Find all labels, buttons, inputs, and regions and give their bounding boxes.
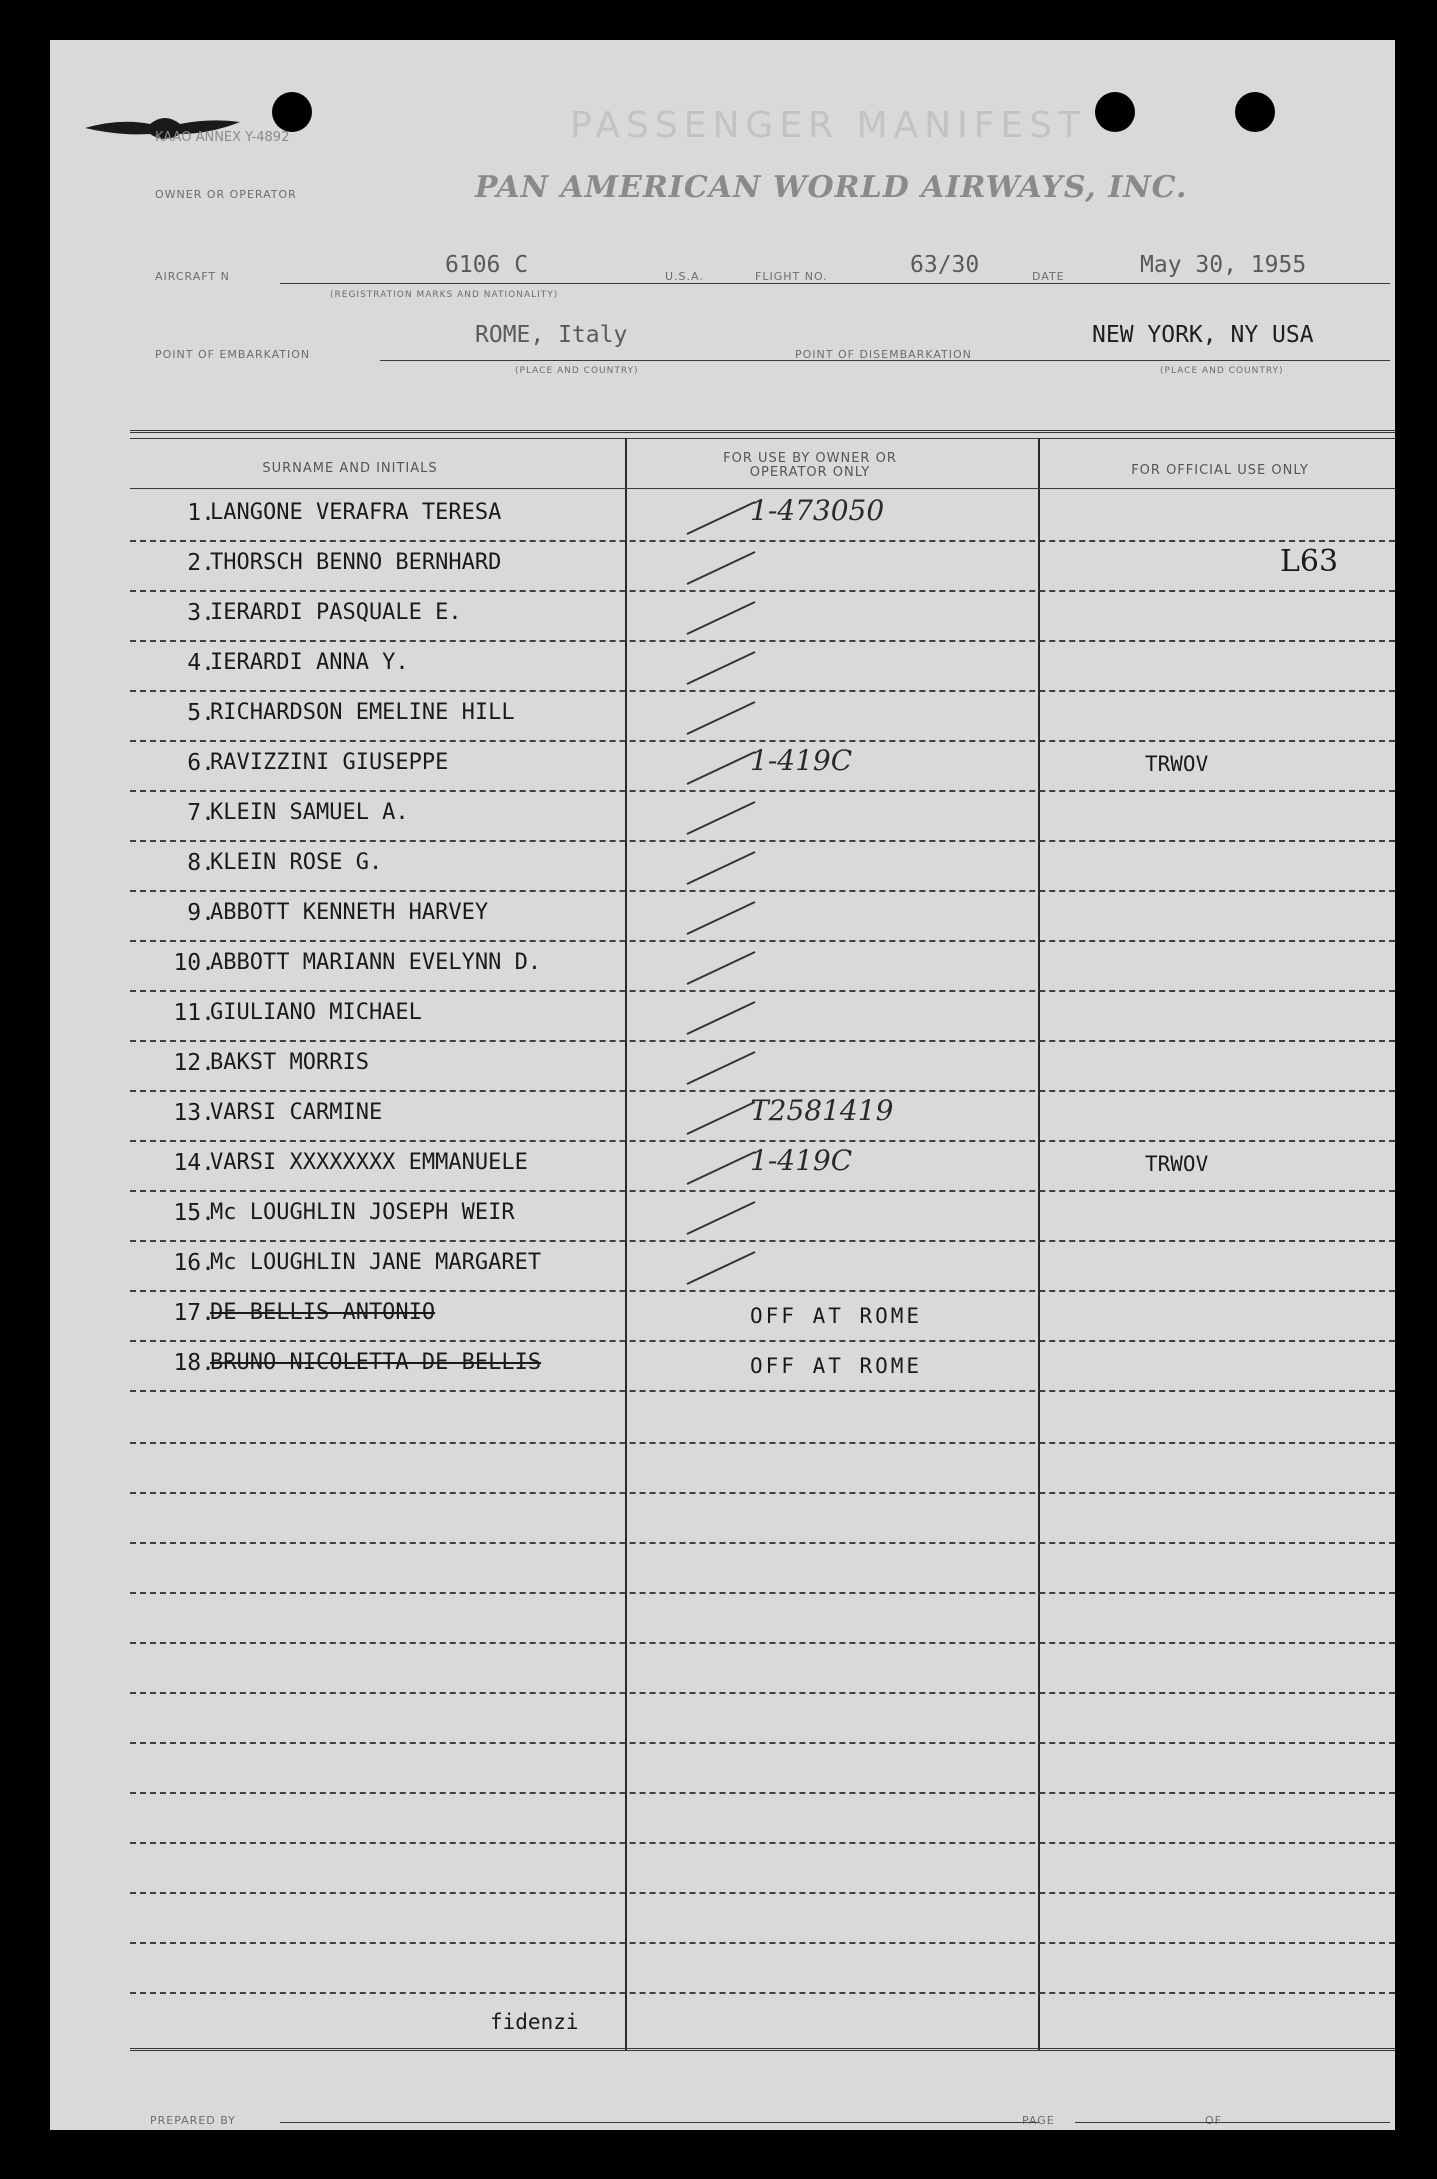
passenger-row	[130, 592, 1395, 642]
flight-date: May 30, 1955	[1140, 252, 1307, 278]
row-number: 7.	[187, 800, 215, 826]
passenger-name: RICHARDSON EMELINE HILL	[210, 700, 515, 725]
row-number: 5.	[187, 700, 215, 726]
form-title: PASSENGER MANIFEST	[570, 105, 1087, 146]
row-number: 6.	[187, 750, 215, 776]
of-label: OF	[1205, 2114, 1222, 2127]
passenger-row	[130, 992, 1395, 1042]
aircraft-sublabel: (REGISTRATION MARKS AND NATIONALITY)	[330, 290, 559, 300]
passenger-row	[130, 942, 1395, 992]
table-top-rule	[130, 430, 1395, 433]
off-note: OFF AT ROME	[750, 1354, 923, 1378]
blank-row-rule	[130, 1442, 1395, 1444]
passenger-row	[130, 1192, 1395, 1242]
aircraft-number: 6106 C	[445, 252, 529, 278]
column-header-name: SURNAME AND INITIALS	[262, 461, 438, 476]
blank-row-rule	[130, 1892, 1395, 1894]
passenger-row	[130, 1292, 1395, 1342]
passenger-row	[130, 1042, 1395, 1092]
passenger-row	[130, 742, 1395, 792]
disembark-sublabel: (PLACE AND COUNTRY)	[1160, 366, 1284, 376]
blank-row-rule	[130, 1542, 1395, 1544]
passenger-name: DE BELLIS ANTONIO	[210, 1300, 436, 1325]
blank-row-rule	[130, 1592, 1395, 1594]
check-mark	[685, 894, 765, 939]
usa-label: U.S.A.	[665, 270, 704, 283]
page-label: PAGE	[1022, 2114, 1055, 2127]
blank-row-rule	[130, 1742, 1395, 1744]
passenger-name: THORSCH BENNO BERNHARD	[210, 550, 502, 575]
passenger-row	[130, 1092, 1395, 1142]
passenger-row	[130, 642, 1395, 692]
row-number: 18.	[173, 1350, 215, 1376]
blank-row-rule	[130, 1642, 1395, 1644]
blank-row-rule	[130, 1692, 1395, 1694]
owner-label: OWNER OR OPERATOR	[155, 188, 297, 201]
check-mark	[685, 994, 765, 1039]
passenger-row	[130, 492, 1395, 542]
passenger-name: VARSI XXXXXXXX EMMANUELE	[210, 1150, 528, 1175]
row-number: 8.	[187, 850, 215, 876]
blank-row-rule	[130, 1792, 1395, 1794]
check-mark	[685, 1044, 765, 1089]
passenger-name: RAVIZZINI GIUSEPPE	[210, 750, 449, 775]
check-mark	[685, 644, 765, 689]
prepared-by-value: fidenzi	[490, 2010, 579, 2034]
passenger-row	[130, 1142, 1395, 1192]
passenger-name: LANGONE VERAFRA TERESA	[210, 500, 502, 525]
blank-row-rule	[130, 1842, 1395, 1844]
check-mark	[685, 594, 765, 639]
row-number: 2.	[187, 550, 215, 576]
row-number: 17.	[173, 1300, 215, 1326]
passenger-row	[130, 542, 1395, 592]
row-number: 13.	[173, 1100, 215, 1126]
row-number: 11.	[173, 1000, 215, 1026]
disembark-label: POINT OF DISEMBARKATION	[795, 348, 972, 361]
header-rule	[130, 488, 1395, 489]
passenger-row	[130, 792, 1395, 842]
row-number: 10.	[173, 950, 215, 976]
embark-label: POINT OF EMBARKATION	[155, 348, 311, 361]
check-mark	[685, 1194, 765, 1239]
row-number: 15.	[173, 1200, 215, 1226]
passenger-row	[130, 1242, 1395, 1292]
embark-place: ROME, Italy	[475, 322, 628, 348]
row-number: 4.	[187, 650, 215, 676]
manifest-page	[50, 40, 1395, 2130]
blank-row-rule	[130, 1992, 1395, 1994]
official-note: TRWOV	[1145, 752, 1209, 776]
row-rule	[130, 1390, 1395, 1392]
embark-sublabel: (PLACE AND COUNTRY)	[515, 366, 639, 376]
check-mark	[685, 844, 765, 889]
prepared-line	[280, 2122, 1040, 2123]
ticket-number: T2581419	[750, 1094, 894, 1127]
aircraft-line	[280, 283, 1390, 284]
blank-row-rule	[130, 1492, 1395, 1494]
ticket-number: 1-419C	[750, 744, 853, 777]
passenger-name: BRUNO NICOLETTA DE BELLIS	[210, 1350, 542, 1375]
operator-name: PAN AMERICAN WORLD AIRWAYS, INC.	[475, 170, 1188, 205]
passenger-name: Mc LOUGHLIN JOSEPH WEIR	[210, 1200, 515, 1225]
passenger-row	[130, 1342, 1395, 1392]
passenger-name: ABBOTT KENNETH HARVEY	[210, 900, 489, 925]
passenger-row	[130, 692, 1395, 742]
passenger-name: IERARDI PASQUALE E.	[210, 600, 462, 625]
passenger-name: GIULIANO MICHAEL	[210, 1000, 422, 1025]
passenger-name: KLEIN SAMUEL A.	[210, 800, 409, 825]
aircraft-label: AIRCRAFT N	[155, 270, 230, 283]
passenger-row	[130, 892, 1395, 942]
passenger-name: KLEIN ROSE G.	[210, 850, 383, 875]
form-code: KAAO ANNEX Y-4892	[155, 130, 290, 145]
passenger-row	[130, 842, 1395, 892]
official-note: TRWOV	[1145, 1152, 1209, 1176]
row-number: 1.	[187, 500, 215, 526]
page-line	[1075, 2122, 1390, 2123]
row-number: 3.	[187, 600, 215, 626]
column-header-official: FOR OFFICIAL USE ONLY	[1131, 463, 1309, 478]
disembark-place: NEW YORK, NY USA	[1092, 322, 1314, 348]
row-number: 9.	[187, 900, 215, 926]
ticket-number: 1-473050	[750, 494, 885, 527]
check-mark	[685, 944, 765, 989]
blank-row-rule	[130, 1942, 1395, 1944]
passenger-name: VARSI CARMINE	[210, 1100, 383, 1125]
row-number: 14.	[173, 1150, 215, 1176]
passenger-name: IERARDI ANNA Y.	[210, 650, 409, 675]
column-header-owner: FOR USE BY OWNER OR OPERATOR ONLY	[723, 451, 897, 480]
passenger-name: Mc LOUGHLIN JANE MARGARET	[210, 1250, 542, 1275]
prepared-by-label: PREPARED BY	[150, 2114, 236, 2127]
table-bottom-rule	[130, 2048, 1395, 2051]
table-top-rule	[130, 438, 1395, 439]
check-mark	[685, 694, 765, 739]
punch-hole	[1095, 92, 1135, 132]
row-number: 16.	[173, 1250, 215, 1276]
punch-hole	[1235, 92, 1275, 132]
flight-number: 63/30	[910, 252, 980, 278]
passenger-name: ABBOTT MARIANN EVELYNN D.	[210, 950, 542, 975]
date-label: DATE	[1032, 270, 1065, 283]
punch-hole	[272, 92, 312, 132]
off-note: OFF AT ROME	[750, 1304, 923, 1328]
row-number: 12.	[173, 1050, 215, 1076]
check-mark	[685, 794, 765, 839]
ticket-number: 1-419C	[750, 1144, 853, 1177]
check-mark	[685, 544, 765, 589]
check-mark	[685, 1244, 765, 1289]
passenger-name: BAKST MORRIS	[210, 1050, 369, 1075]
official-note: L63	[1280, 544, 1339, 579]
flight-label: FLIGHT NO.	[755, 270, 828, 283]
